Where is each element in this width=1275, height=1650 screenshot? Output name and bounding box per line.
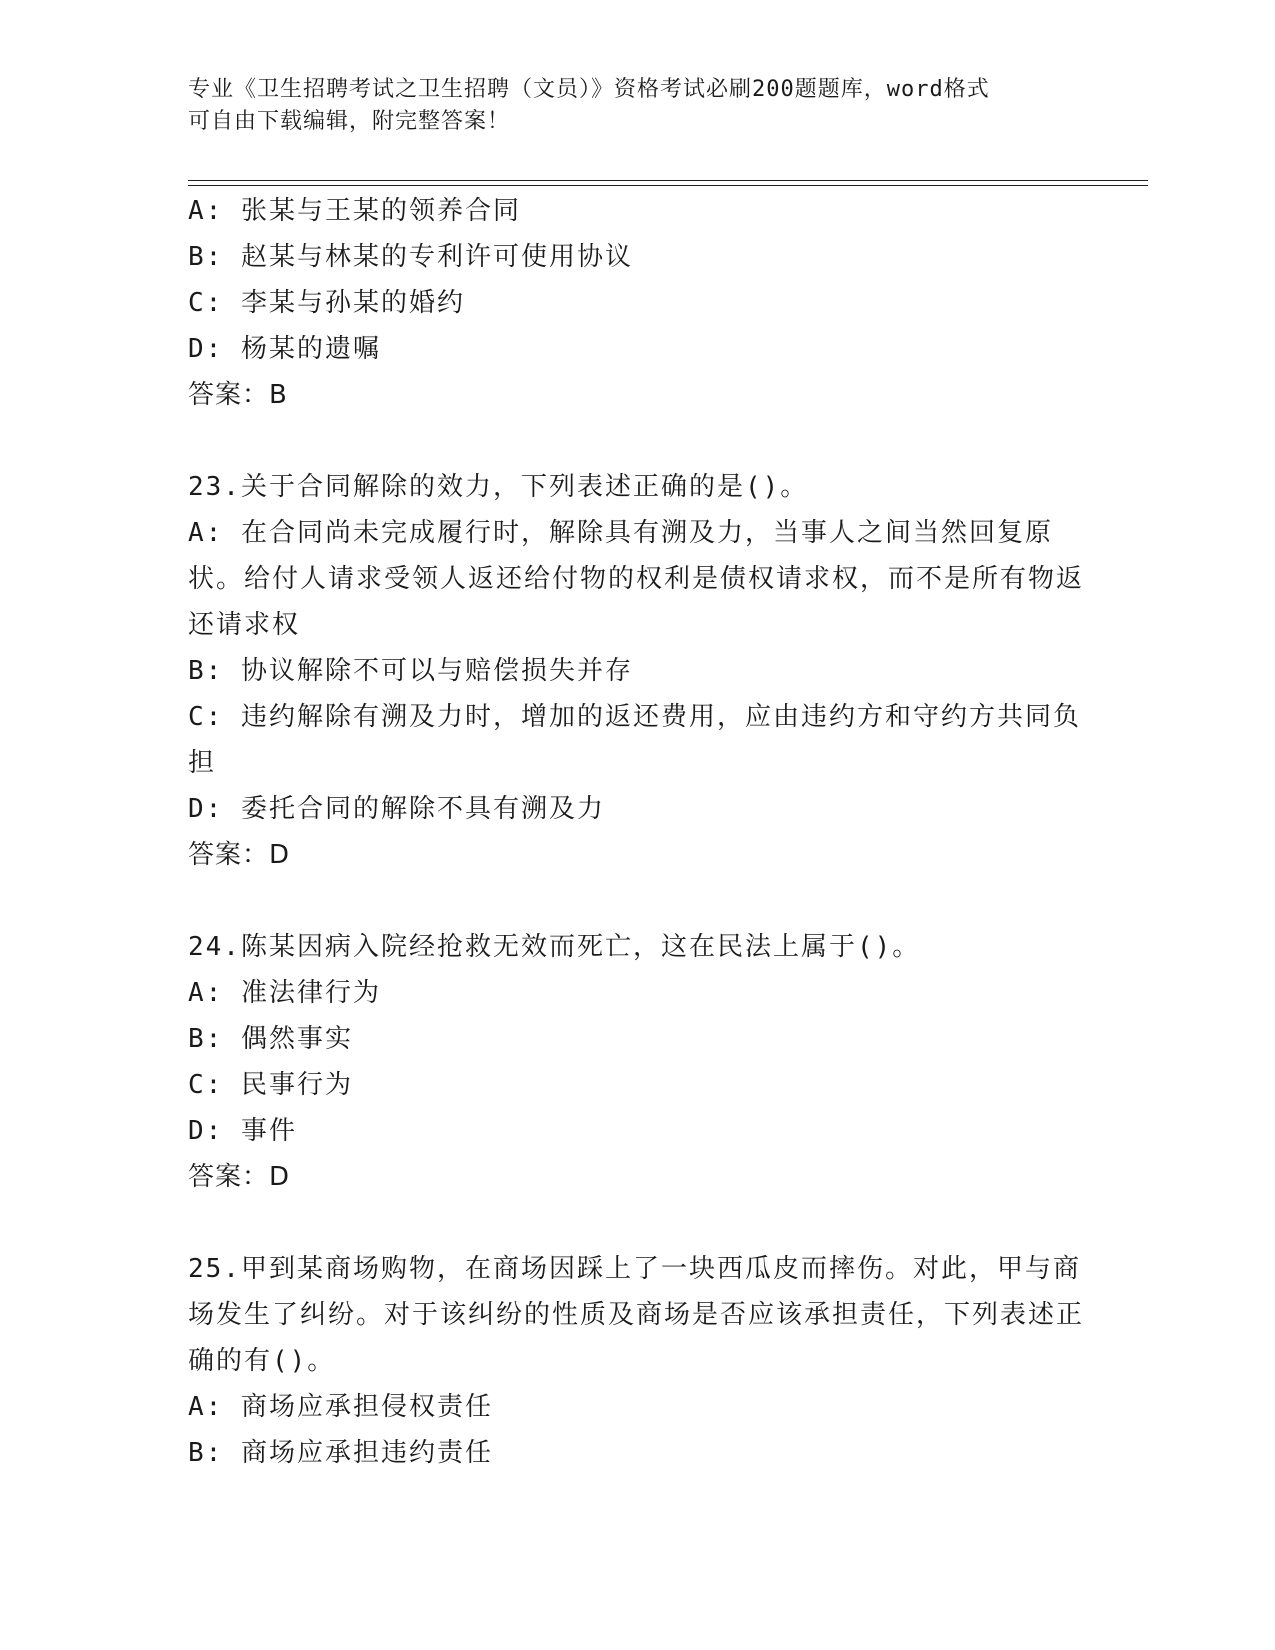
- option-d: D: 杨某的遗嘱: [188, 334, 381, 364]
- option-d: D: 事件: [188, 1116, 297, 1146]
- answer: 答案：D: [188, 840, 291, 870]
- document-page: [188, 0, 1088, 1650]
- question-stem: 25.甲到某商场购物，在商场因踩上了一块西瓜皮而摔伤。对此，甲与商场发生了纠纷。对于该纠纷的性质及商场是否应该承担责任，下列表述正确的有()。: [188, 1254, 1085, 1376]
- option-b: B: 商场应承担违约责任: [188, 1438, 493, 1468]
- option-a: A: 张某与王某的领养合同: [188, 196, 521, 226]
- question-22-continued: [188, 188, 1088, 418]
- answer: 答案：B: [188, 380, 288, 410]
- answer: 答案：D: [188, 1162, 291, 1192]
- question-list: [188, 188, 1088, 1476]
- question-stem: 24.陈某因病入院经抢救无效而死亡，这在民法上属于()。: [188, 932, 921, 962]
- document-header: [188, 74, 1088, 138]
- header-divider: [188, 180, 1148, 186]
- option-c: C: 民事行为: [188, 1070, 353, 1100]
- header-line-1: 专业《卫生招聘考试之卫生招聘（文员）》资格考试必刷200题题库，word格式: [188, 77, 990, 102]
- question-25: [188, 1246, 1088, 1476]
- option-d: D: 委托合同的解除不具有溯及力: [188, 794, 605, 824]
- option-b: B: 偶然事实: [188, 1024, 353, 1054]
- option-b: B: 赵某与林某的专利许可使用协议: [188, 242, 633, 272]
- option-c: C: 违约解除有溯及力时，增加的返还费用，应由违约方和守约方共同负担: [188, 702, 1081, 778]
- option-a: A: 准法律行为: [188, 978, 381, 1008]
- question-24: [188, 924, 1088, 1200]
- header-line-2: 可自由下载编辑，附完整答案！: [188, 109, 511, 134]
- option-a: A: 商场应承担侵权责任: [188, 1392, 493, 1422]
- option-c: C: 李某与孙某的婚约: [188, 288, 465, 318]
- option-b: B: 协议解除不可以与赔偿损失并存: [188, 656, 633, 686]
- option-a: A: 在合同尚未完成履行时，解除具有溯及力，当事人之间当然回复原状。给付人请求受领人返还给付物的权利是债权请求权，而不是所有物返还请求权: [188, 518, 1085, 640]
- question-23: [188, 464, 1088, 878]
- question-stem: 23.关于合同解除的效力，下列表述正确的是()。: [188, 472, 809, 502]
